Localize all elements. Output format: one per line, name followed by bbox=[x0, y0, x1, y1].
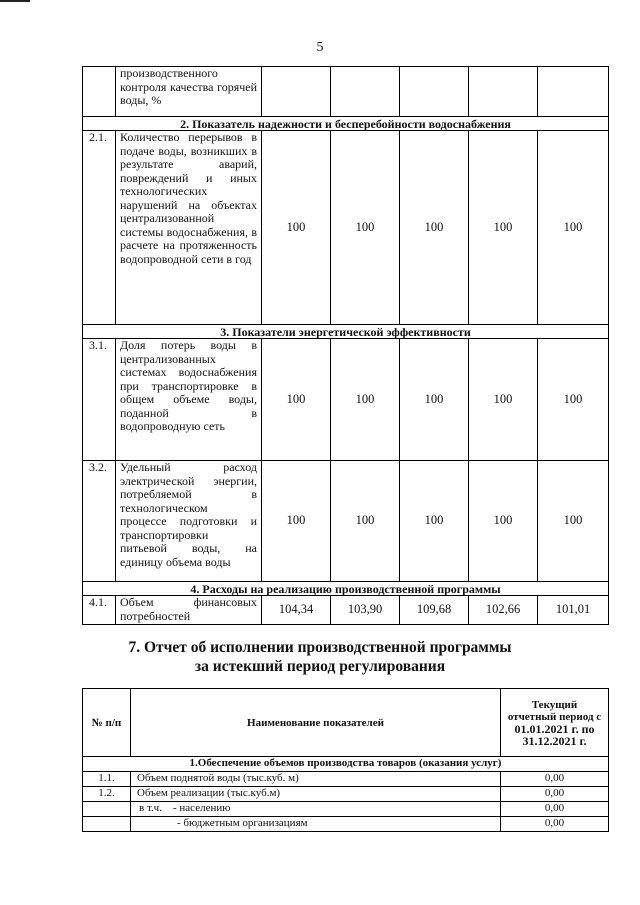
table-row bbox=[83, 596, 609, 625]
value-cell: 0,00 bbox=[501, 802, 609, 817]
value-cell: 103,90 bbox=[331, 596, 400, 625]
section-title: 3. Показатели энергетической эффективности bbox=[83, 325, 609, 339]
row-number: 1.1. bbox=[83, 772, 131, 787]
period-line: 31.12.2021 г. bbox=[522, 733, 587, 748]
column-header-name: Наименование показателей bbox=[131, 689, 501, 757]
table-row bbox=[83, 67, 609, 117]
indicator-label: Объем реализации (тыс.куб.м) bbox=[137, 787, 281, 799]
row-number: 1.2. bbox=[83, 787, 131, 802]
section-title: 1.Обеспечение объемов производства товаров (оказания услуг) bbox=[83, 757, 609, 772]
indicator-label: Объем поднятой воды (тыс.куб. м) bbox=[137, 772, 299, 784]
indicator-name: производственного контроля качества горячей воды, % bbox=[116, 67, 262, 117]
value-cell: 0,00 bbox=[501, 817, 609, 832]
period-line: Текущий bbox=[531, 698, 578, 711]
section-row bbox=[83, 582, 609, 596]
value-cell: 100 bbox=[262, 461, 331, 582]
section-row bbox=[83, 325, 609, 339]
row-number: 3.2. bbox=[83, 461, 116, 582]
indicator-name: Удельный расход электрической энергии, потребляемой в технологическом процессе подготовки и транспортировки питьевой воды, на единицу объема воды bbox=[116, 461, 262, 582]
indicator-name bbox=[131, 772, 501, 787]
indicator-name: Количество перерывов в подаче воды, возникших в результате аварий, повреждений и иных технологических нарушений на объектах централизованной системы водоснабжения, в расчете на протяженность водопроводной сети в год bbox=[116, 131, 262, 325]
table-row bbox=[83, 787, 609, 802]
indicator-name bbox=[131, 817, 501, 832]
row-number: 2.1. bbox=[83, 131, 116, 325]
value-cell bbox=[538, 67, 609, 117]
row-number bbox=[83, 67, 116, 117]
indicator-label: - населению bbox=[173, 802, 231, 814]
value-cell: 100 bbox=[469, 461, 538, 582]
table-row bbox=[83, 772, 609, 787]
section-heading bbox=[0, 638, 640, 676]
value-cell: 101,01 bbox=[538, 596, 609, 625]
indicator-name: Объем финансовых потребностей bbox=[116, 596, 262, 625]
indicator-name bbox=[131, 787, 501, 802]
indicator-name: Доля потерь воды в централизованных системах водоснабжения при транспортировке в общем объеме воды, поданной в водопроводную сеть bbox=[116, 339, 262, 461]
table-row bbox=[83, 339, 609, 461]
value-cell: 100 bbox=[262, 339, 331, 461]
value-cell bbox=[331, 67, 400, 117]
column-header-period bbox=[501, 689, 609, 757]
section-title: 2. Показатель надежности и бесперебойности водоснабжения bbox=[83, 117, 609, 131]
header-row bbox=[83, 689, 609, 757]
value-cell: 100 bbox=[400, 461, 469, 582]
period-line: 01.01.2021 г. по bbox=[514, 721, 595, 736]
value-cell: 100 bbox=[538, 461, 609, 582]
row-number bbox=[83, 817, 131, 832]
value-cell: 100 bbox=[331, 339, 400, 461]
value-cell: 100 bbox=[400, 339, 469, 461]
value-cell: 0,00 bbox=[501, 787, 609, 802]
table-row bbox=[83, 461, 609, 582]
value-cell: 109,68 bbox=[400, 596, 469, 625]
row-number: 3.1. bbox=[83, 339, 116, 461]
indicators-table bbox=[82, 66, 609, 625]
period-line: отчетный период с bbox=[507, 710, 602, 723]
value-cell: 100 bbox=[331, 131, 400, 325]
report-table bbox=[82, 688, 609, 832]
value-cell: 0,00 bbox=[501, 772, 609, 787]
indicator-name bbox=[131, 802, 501, 817]
value-cell: 100 bbox=[331, 461, 400, 582]
heading-line-2: за истекший период регулирования bbox=[194, 658, 446, 675]
value-cell: 100 bbox=[538, 339, 609, 461]
value-cell bbox=[262, 67, 331, 117]
indicator-label: - бюджетным организациям bbox=[177, 817, 308, 829]
value-cell: 104,34 bbox=[262, 596, 331, 625]
heading-line-1: 7. Отчет об исполнении производственной программы bbox=[128, 639, 512, 656]
value-cell: 100 bbox=[262, 131, 331, 325]
table-row bbox=[83, 131, 609, 325]
table-row bbox=[83, 817, 609, 832]
subitem-prefix: в т.ч. bbox=[139, 802, 162, 814]
section-row bbox=[83, 117, 609, 131]
page-number: 5 bbox=[316, 40, 324, 55]
value-cell bbox=[400, 67, 469, 117]
row-number: 4.1. bbox=[83, 596, 116, 625]
table-row bbox=[83, 802, 609, 817]
corner-mark bbox=[0, 0, 30, 2]
value-cell: 100 bbox=[538, 131, 609, 325]
value-cell: 100 bbox=[469, 339, 538, 461]
value-cell: 102,66 bbox=[469, 596, 538, 625]
value-cell: 100 bbox=[469, 131, 538, 325]
section-row bbox=[83, 757, 609, 772]
value-cell: 100 bbox=[400, 131, 469, 325]
row-number bbox=[83, 802, 131, 817]
section-title: 4. Расходы на реализацию производственной программы bbox=[83, 582, 609, 596]
column-header-num: № п/п bbox=[83, 689, 131, 757]
value-cell bbox=[469, 67, 538, 117]
